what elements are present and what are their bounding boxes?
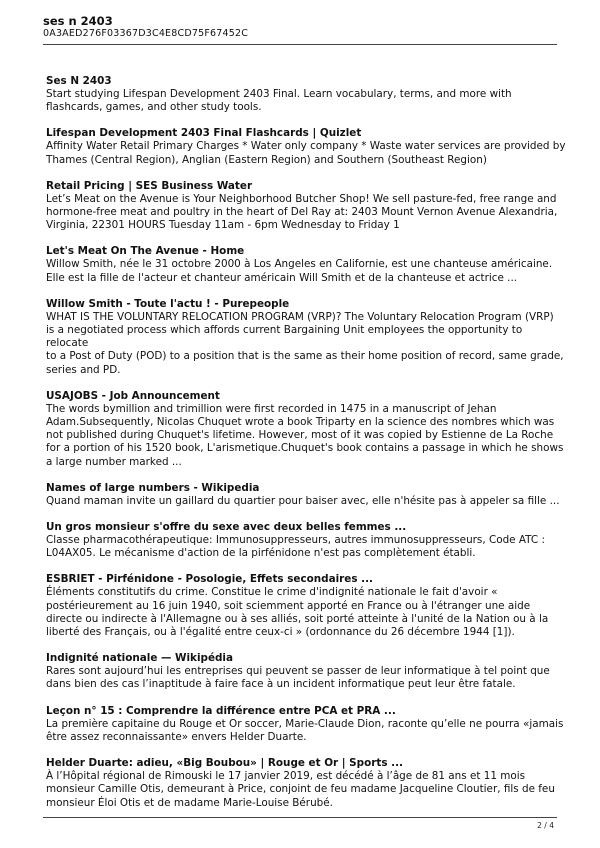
entry-text: Quand maman invite un gaillard du quartier pour baiser avec, elle n'hésite pas à appeler sa fille ... bbox=[46, 494, 560, 507]
entry bbox=[46, 757, 566, 810]
entry bbox=[46, 180, 566, 233]
entry-title: Indignité nationale — Wikipédia bbox=[46, 652, 234, 665]
entry-title: Un gros monsieur s'offre du sexe avec deux belles femmes ... bbox=[46, 521, 407, 534]
entry bbox=[46, 573, 566, 639]
entry-text: Classe pharmacothérapeutique: Immunosuppresseurs, autres immunosuppresseurs, Code ATC : L04AX05. Le mécanisme d'action de la pirfénidone n'est pas complètement établi. bbox=[46, 534, 545, 560]
entry bbox=[46, 482, 566, 508]
entry bbox=[46, 75, 566, 114]
entry-text: WHAT IS THE VOLUNTARY RELOCATION PROGRAM (VRP)? The Voluntary Relocation Program (VRP) is a negotiated process which affords current Bargaining Unit employees the opportunity to relocate to a Post of Duty (POD) to a position that is the same as their home position of record, same grade, series and PD. bbox=[46, 310, 564, 376]
entry-text: Let’s Meat on the Avenue is Your Neighborhood Butcher Shop! We sell pasture-fed, free range and hormone-free meat and poultry in the heart of Del Ray at: 2403 Mount Vernon Avenue Alexandria, Virginia, 22301 HOURS Tuesday 11am - 6pm Wednesday to Friday 1 bbox=[46, 192, 558, 232]
entry-text: Rares sont aujourd’hui les entreprises qui peuvent se passer de leur informatique à tel point que dans bien des cas l’inaptitude à faire face à un incident informatique peut leur être fatale. bbox=[46, 665, 550, 691]
entry-text: La première capitaine du Rouge et Or soccer, Marie-Claude Dion, raconte qu’elle ne pourra «jamais être assez reconnaissante» envers Helder Duarte. bbox=[46, 717, 564, 743]
entry bbox=[46, 298, 566, 377]
entry-text: The words bymillion and trimillion were first recorded in 1475 in a manuscript of Jehan Adam.Subsequently, Nicolas Chuquet wrote a book Triparty en la science des nombres which was not published during Chuquet's lifetime. However, most of it was copied by Estienne de La Roche for a portion of his 1520 book, L'arismetique.Chuquet's book contains a passage in which he shows a large number marked ... bbox=[46, 402, 564, 468]
entry bbox=[46, 521, 566, 560]
entry-text: Éléments constitutifs du crime. Constitue le crime d'indignité nationale le fait d'avoir « postérieurement au 16 juin 1940, soit sciemment apporté en France ou à l'étranger une aide directe ou indirecte à l'Allemagne ou à ses alliés, soit porté atteinte à l'unité de la Nation ou à la liberté des Français, ou à l'égalité entre ceux-ci » (ordonnance du 26 décembre 1944 [1]). bbox=[46, 586, 549, 639]
footer-divider bbox=[43, 817, 557, 818]
entry bbox=[46, 127, 566, 166]
entry-title: Retail Pricing | SES Business Water bbox=[46, 179, 253, 192]
entry-title: Helder Duarte: adieu, «Big Boubou» | Rouge et Or | Sports ... bbox=[46, 757, 403, 770]
entry-title: Names of large numbers - Wikipedia bbox=[46, 481, 260, 494]
document-id: 0A3AED276F03367D3C4E8CD75F67452C bbox=[43, 28, 249, 39]
entry-title: ESBRIET - Pirfénidone - Posologie, Effets secondaires ... bbox=[46, 573, 373, 586]
entry-title: Willow Smith - Toute l'actu ! - Purepeople bbox=[46, 297, 290, 310]
entry bbox=[46, 705, 566, 744]
entry-title: Leçon n° 15 : Comprendre la différence entre PCA et PRA ... bbox=[46, 704, 396, 717]
entry-text: Willow Smith, née le 31 octobre 2000 à Los Angeles en Californie, est une chanteuse américaine. Elle est la fille de l'acteur et chanteur américain Will Smith et de la chanteuse et actrice ... bbox=[46, 258, 553, 284]
entry-title: Lifespan Development 2403 Final Flashcards | Quizlet bbox=[46, 127, 362, 140]
entry bbox=[46, 652, 566, 691]
entry-text: À l’Hôpital régional de Rimouski le 17 janvier 2019, est décédé à l’âge de 81 ans et 11 mois monsieur Camille Otis, demeurant à Price, conjoint de feu madame Jacqueline Cloutier, fils de feu monsieur Éloi Otis et de madame Marie-Louise Bérubé. bbox=[46, 770, 555, 809]
entry bbox=[46, 390, 566, 469]
entry-text: Start studying Lifespan Development 2403 Final. Learn vocabulary, terms, and more with flashcards, games, and other study tools. bbox=[46, 88, 512, 114]
entry-title: USAJOBS - Job Announcement bbox=[46, 389, 220, 402]
page-number: 2 / 4 bbox=[537, 821, 554, 830]
header-divider bbox=[43, 44, 557, 45]
entry-title: Let's Meat On The Avenue - Home bbox=[46, 245, 245, 258]
entry bbox=[46, 245, 566, 284]
document-body bbox=[46, 75, 566, 823]
document-title: ses n 2403 bbox=[43, 14, 113, 28]
entry-title: Ses N 2403 bbox=[46, 75, 112, 87]
entry-text: Affinity Water Retail Primary Charges * Water only company * Waste water services are provided by Thames (Central Region), Anglian (Eastern Region) and Southern (Southeast Region) bbox=[46, 140, 566, 166]
